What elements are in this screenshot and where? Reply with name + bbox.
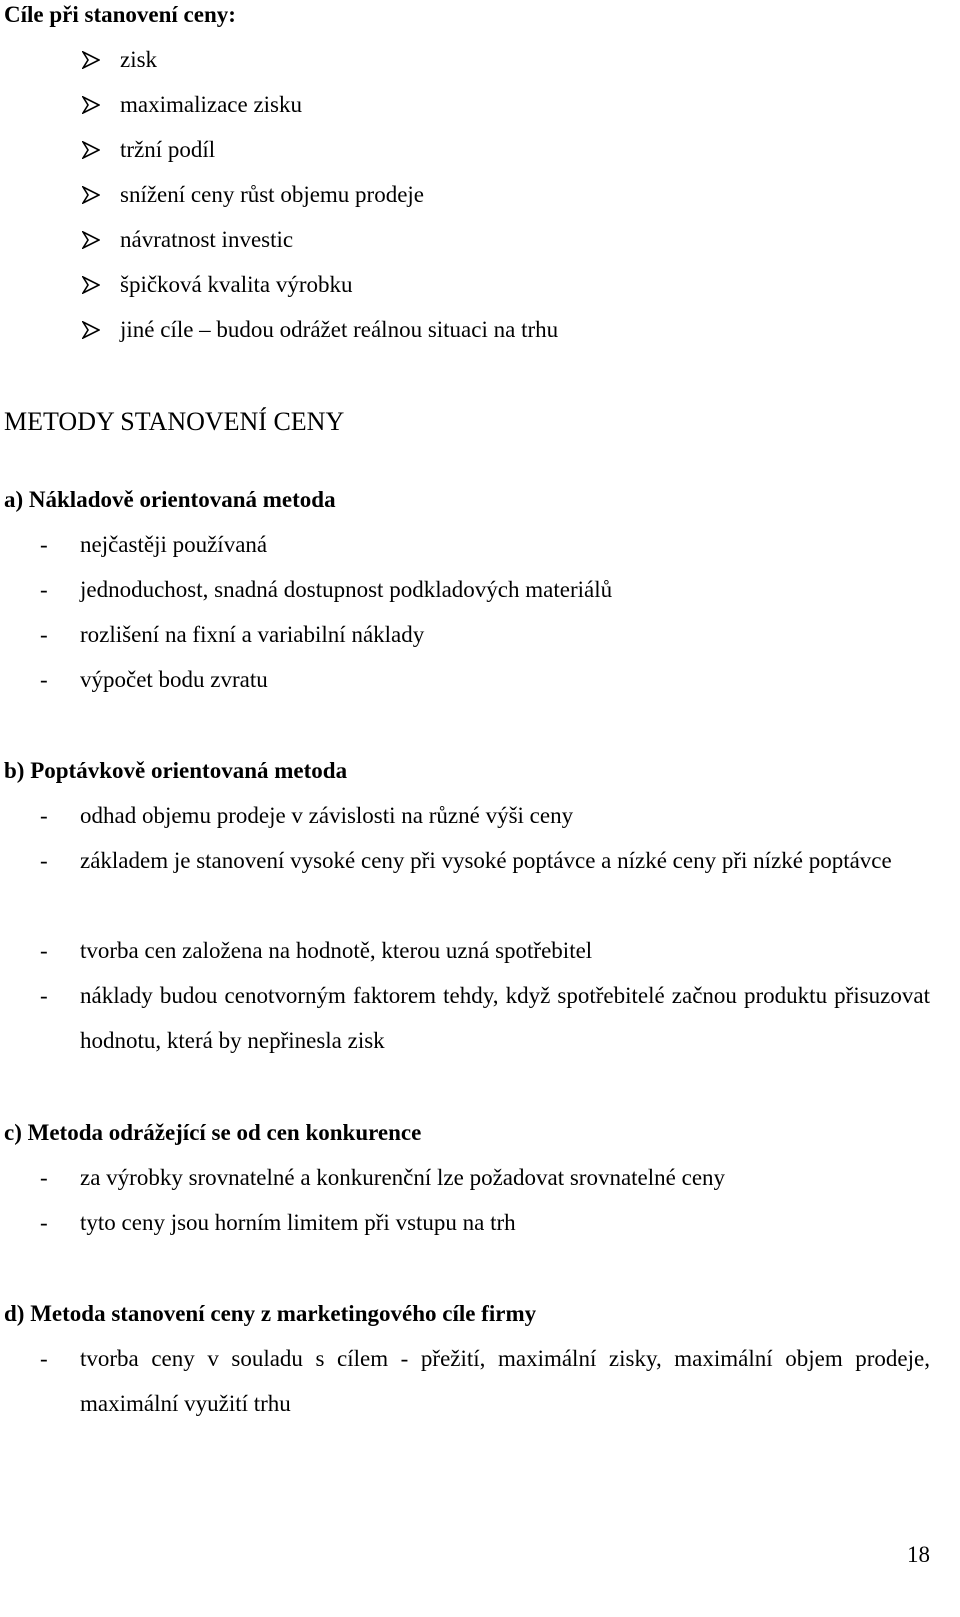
goal-item — [80, 127, 215, 172]
section-heading-b: b) Poptávkově orientovaná metoda — [4, 758, 348, 783]
dash-bullet: - — [40, 1210, 48, 1235]
arrow-bullet-icon — [80, 127, 110, 172]
dash-bullet: - — [40, 848, 48, 873]
goal-item-text: snížení ceny růst objemu prodeje — [120, 182, 425, 207]
list-item — [40, 928, 930, 973]
list-item — [40, 522, 930, 567]
goals-heading: Cíle při stanovení ceny: — [4, 2, 236, 27]
arrow-bullet-icon — [80, 307, 110, 352]
list-item — [40, 973, 930, 1063]
list-item — [40, 1200, 930, 1245]
goal-item-text: zisk — [120, 47, 158, 72]
goal-item-text: maximalizace zisku — [120, 92, 303, 117]
arrow-bullet-icon — [80, 172, 110, 217]
goal-item — [80, 37, 157, 82]
dash-bullet: - — [40, 983, 48, 1008]
goal-item — [80, 307, 558, 352]
dash-bullet: - — [40, 667, 48, 692]
list-item-text: jednoduchost, snadná dostupnost podkladových materiálů — [80, 577, 613, 602]
list-item-text: tvorba ceny v souladu s cílem - přežití, maximální zisky, maximální objem prodeje, maximální využití trhu — [80, 1346, 930, 1416]
dash-bullet: - — [40, 622, 48, 647]
goal-item-text: jiné cíle – budou odrážet reálnou situaci na trhu — [120, 317, 559, 342]
list-item-text: tyto ceny jsou horním limitem při vstupu na trh — [80, 1210, 516, 1235]
page-number: 18 — [907, 1542, 930, 1567]
section-heading-c: c) Metoda odrážející se od cen konkurence — [4, 1120, 422, 1145]
goal-item-text: špičková kvalita výrobku — [120, 272, 353, 297]
list-item — [40, 657, 930, 702]
dash-bullet: - — [40, 532, 48, 557]
section-heading-a: a) Nákladově orientovaná metoda — [4, 487, 336, 512]
arrow-bullet-icon — [80, 217, 110, 262]
dash-bullet: - — [40, 577, 48, 602]
list-item — [40, 1155, 930, 1200]
list-item — [40, 1336, 930, 1426]
arrow-bullet-icon — [80, 262, 110, 307]
list-item-text: za výrobky srovnatelné a konkurenční lze požadovat srovnatelné ceny — [80, 1165, 726, 1190]
goal-item — [80, 217, 293, 262]
goal-item — [80, 262, 353, 307]
list-item-text: rozlišení na fixní a variabilní náklady — [80, 622, 425, 647]
list-item — [40, 567, 930, 612]
goal-item-text: návratnost investic — [120, 227, 294, 252]
list-item — [40, 793, 930, 838]
dash-bullet: - — [40, 938, 48, 963]
methods-title: METODY STANOVENÍ CENY — [4, 407, 345, 436]
list-item — [40, 838, 930, 883]
goal-item-text: tržní podíl — [120, 137, 216, 162]
list-item — [40, 612, 930, 657]
arrow-bullet-icon — [80, 82, 110, 127]
section-heading-d: d) Metoda stanovení ceny z marketingového cíle firmy — [4, 1301, 537, 1326]
goal-item — [80, 82, 302, 127]
dash-bullet: - — [40, 1346, 48, 1371]
dash-bullet: - — [40, 803, 48, 828]
goal-item — [80, 172, 424, 217]
list-item-text: základem je stanovení vysoké ceny při vysoké poptávce a nízké ceny při nízké poptávce — [80, 848, 892, 873]
list-item-text: náklady budou cenotvorným faktorem tehdy, když spotřebitelé začnou produktu přisuzovat hodnotu, která by nepřinesla zisk — [80, 983, 930, 1053]
list-item-text: odhad objemu prodeje v závislosti na různé výši ceny — [80, 803, 574, 828]
list-item-text: výpočet bodu zvratu — [80, 667, 268, 692]
list-item-text: nejčastěji používaná — [80, 532, 268, 557]
arrow-bullet-icon — [80, 37, 110, 82]
list-item-text: tvorba cen založena na hodnotě, kterou uzná spotřebitel — [80, 938, 593, 963]
dash-bullet: - — [40, 1165, 48, 1190]
